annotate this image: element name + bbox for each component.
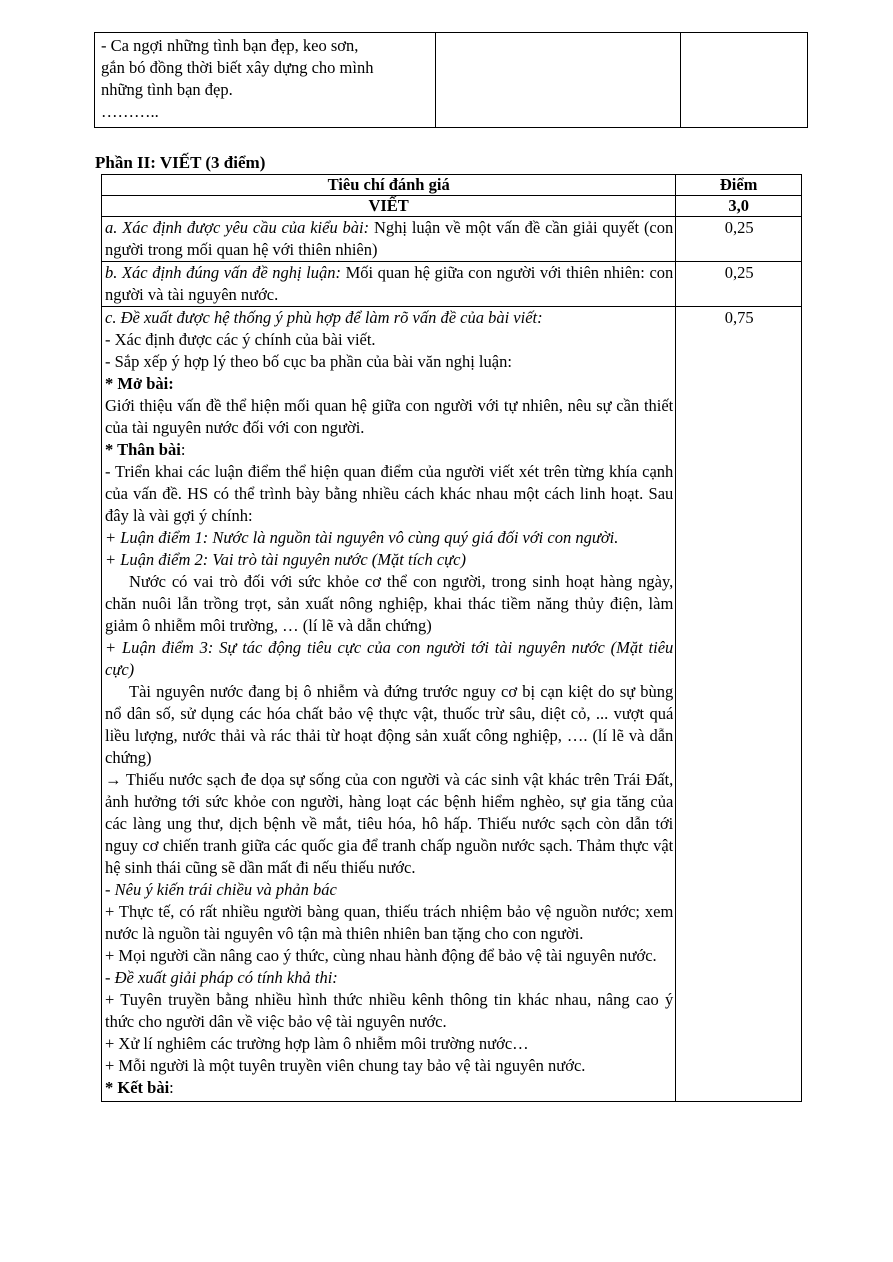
mo-bai-heading: * Mở bài: — [105, 374, 174, 393]
top-cell-line: những tình bạn đẹp. — [101, 80, 233, 99]
luan-diem-2-text: Nước có vai trò đối với sức khỏe cơ thể con người, trong sinh hoạt hàng ngày, chăn nuôi lẫn trồng trọt, sản xuất nông nghiệp, khai thác tiềm năng thủy điện, làm giảm ô nhiễm môi trường, … (lí lẽ và dẫn chứng) — [105, 572, 674, 635]
viet-label: VIẾT — [102, 196, 676, 217]
criteria-c-line: - Sắp xếp ý hợp lý theo bố cục ba phần của bài văn nghị luận: — [105, 352, 512, 371]
than-bai-label: * Thân bài — [105, 440, 181, 459]
solution-point: + Mỗi người là một tuyên truyền viên chung tay bảo vệ tài nguyên nước. — [105, 1056, 586, 1075]
luan-diem-1: + Luận điểm 1: Nước là nguồn tài nguyên vô cùng quý giá đối với con người. — [105, 528, 619, 547]
table-row — [95, 33, 808, 128]
top-cell-empty — [436, 33, 681, 128]
ket-bai-colon: : — [169, 1078, 174, 1097]
mo-bai-text: Giới thiệu vấn đề thể hiện mối quan hệ giữa con người với tự nhiên, nêu sự cần thiết của tài nguyên nước đối với con người. — [105, 396, 674, 437]
table-row — [102, 262, 802, 307]
consequence-text: → Thiếu nước sạch đe dọa sự sống của con người và các sinh vật khác trên Trái Đất, ảnh hưởng tới sức khỏe con người, hàng loạt các bệnh hiểm nghèo, sự gia tăng của các làng ung thư, dịch bệnh về mắt, tiêu hóa, hô hấp. Thiếu nước sạch còn dẫn tới nguy cơ chiến tranh giữa các quốc gia để tranh chấp nguồn nước sạch. Thảm thực vật hệ sinh thái cũng sẽ dần mất đi nếu thiếu nước. — [105, 770, 674, 877]
criteria-header: Tiêu chí đánh giá — [102, 175, 676, 196]
criteria-a-text — [105, 217, 673, 261]
criteria-c — [102, 307, 676, 1102]
than-bai-heading — [105, 439, 673, 461]
table-header-row — [102, 175, 802, 196]
criteria-b-body: Mối quan hệ giữa con người với thiên nhiên: con người và tài nguyên nước. — [105, 263, 674, 304]
table-row — [102, 196, 802, 217]
solution-heading: - Đề xuất giải pháp có tính khả thi: — [105, 968, 338, 987]
table-row — [102, 217, 802, 262]
solution-point: + Xử lí nghiêm các trường hợp làm ô nhiễm môi trường nước… — [105, 1034, 529, 1053]
criteria-c-line: - Xác định được các ý chính của bài viết. — [105, 330, 376, 349]
solution-point: + Tuyên truyền bằng nhiều hình thức nhiều kênh thông tin khác nhau, nâng cao ý thức cho người dân về việc bảo vệ tài nguyên nước. — [105, 990, 674, 1031]
table-row — [102, 307, 802, 1102]
top-cell-empty — [681, 33, 808, 128]
counter-point: + Thực tế, có rất nhiều người bàng quan, thiếu trách nhiệm bảo vệ nguồn nước; xem nước là nguồn tài nguyên vô tận mà thiên nhiên ban tặng cho con người. — [105, 902, 674, 943]
score-a: 0,25 — [676, 217, 802, 262]
luan-diem-3: + Luận điểm 3: Sự tác động tiêu cực của con người tới tài nguyên nước (Mặt tiêu cực) — [105, 638, 674, 679]
section-heading: Phần II: VIẾT (3 điểm) — [95, 153, 266, 172]
ket-bai-label: * Kết bài — [105, 1078, 170, 1097]
viet-score: 3,0 — [676, 196, 802, 217]
luan-diem-3-text: Tài nguyên nước đang bị ô nhiễm và đứng trước nguy cơ bị cạn kiệt do sự bùng nổ dân số, sử dụng các hóa chất bảo vệ thực vật, thuốc trừ sâu, diệt cỏ, ... vượt quá liều lượng, nước thải và rác thải từ hoạt động sản xuất công nghiệp, …. (lí lẽ và dẫn chứng) — [105, 682, 674, 767]
criteria-a-body: Nghị luận về một vấn đề cần giải quyết (con người trong mối quan hệ với thiên nhiên) — [105, 218, 674, 259]
top-cell-line: - Ca ngợi những tình bạn đẹp, keo sơn, — [101, 36, 359, 55]
criteria-b — [102, 262, 676, 307]
criteria-a — [102, 217, 676, 262]
counter-heading: - Nêu ý kiến trái chiều và phản bác — [105, 880, 337, 899]
top-table — [94, 32, 808, 128]
top-cell-line: gắn bó đồng thời biết xây dựng cho mình — [101, 58, 374, 77]
score-header: Điểm — [676, 175, 802, 196]
criteria-a-label: a. Xác định được yêu cầu của kiểu bài: — [105, 218, 370, 237]
top-cell-line: ……….. — [101, 102, 159, 121]
than-bai-text: - Triển khai các luận điểm thể hiện quan điểm của người viết xét trên từng khía cạnh của vấn đề. HS có thể trình bày bằng nhiều cách khác nhau một cách linh hoạt. Sau đây là vài gợi ý chính: — [105, 462, 674, 525]
criteria-b-label: b. Xác định đúng vấn đề nghị luận: — [105, 263, 342, 282]
criteria-c-heading: c. Đề xuất được hệ thống ý phù hợp để làm rõ vấn đề của bài viết: — [105, 308, 543, 327]
luan-diem-2: + Luận điểm 2: Vai trò tài nguyên nước (Mặt tích cực) — [105, 550, 466, 569]
ket-bai-heading — [105, 1077, 673, 1099]
rubric-table — [101, 174, 802, 1102]
score-b: 0,25 — [676, 262, 802, 307]
score-c: 0,75 — [676, 307, 802, 1102]
criteria-b-text — [105, 262, 673, 306]
top-cell-content — [95, 33, 436, 128]
counter-point: + Mọi người cần nâng cao ý thức, cùng nhau hành động để bảo vệ tài nguyên nước. — [105, 946, 657, 965]
than-bai-colon: : — [180, 440, 186, 459]
